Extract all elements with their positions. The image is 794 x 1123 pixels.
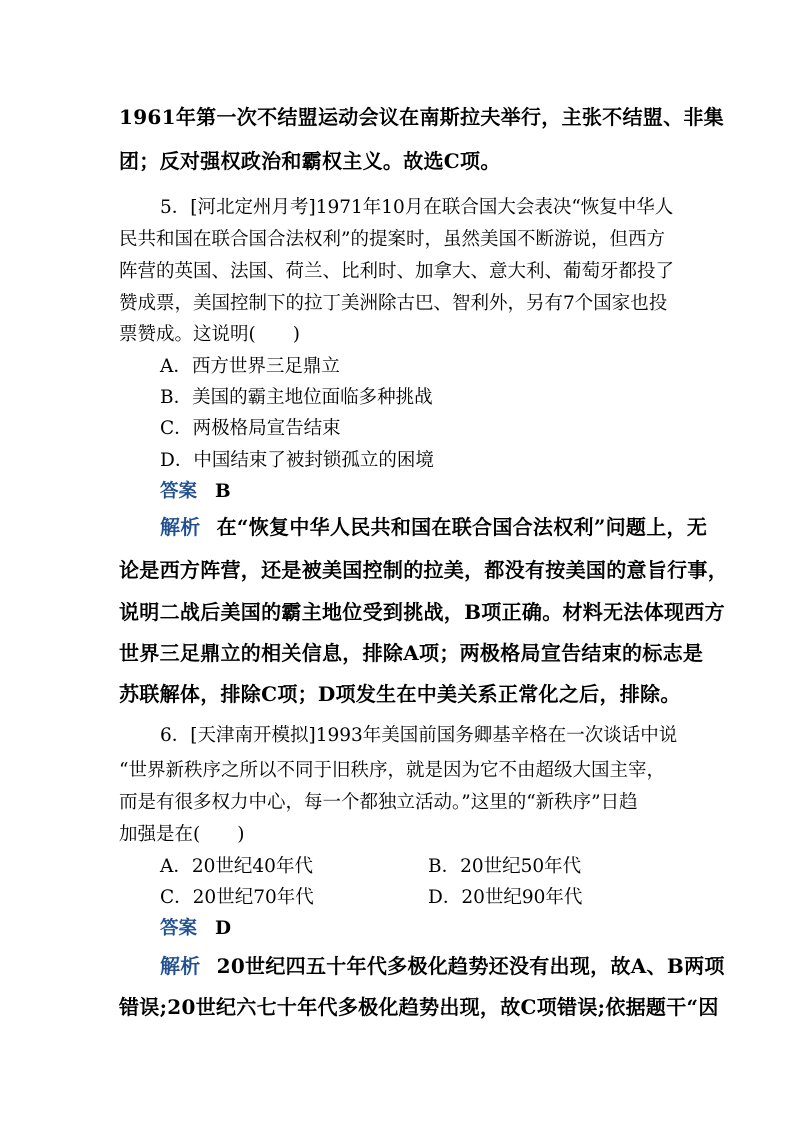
q6-explanation-text-1: 20世纪四五十年代多极化趋势还没有出现，故A、B两项 (216, 954, 725, 978)
q5-explanation-line-2: 论是西方阵营，还是被美国控制的拉美，都没有按美国的意旨行事， (119, 558, 728, 582)
q6-answer-row (160, 914, 231, 940)
q5-explanation-label: 解析 (160, 515, 201, 539)
q6-option-c: C．20世纪70年代 (160, 887, 314, 908)
q5-explanation-line-3: 说明二战后美国的霸主地位受到挑战，B项正确。材料无法体现西方 (119, 600, 725, 624)
q5-option-a: A．西方世界三足鼎立 (160, 356, 340, 377)
q6-explanation-line-2: 错误;20世纪六七十年代多极化趋势出现，故C项错误;依据题干“因 (119, 995, 719, 1019)
q5-explanation-line-1 (160, 511, 707, 540)
q5-explanation-line-5: 苏联解体，排除C项；D项发生在中美关系正常化之后，排除。 (119, 682, 681, 706)
q6-option-b: B．20世纪50年代 (428, 856, 582, 877)
q5-explanation-text-1: 在“恢复中华人民共和国在联合国合法权利”问题上，无 (216, 515, 708, 539)
q6-explanation-line-1 (160, 950, 725, 979)
q6-stem-line-3: 而是有很多权力中心，每一个都独立活动。”这里的“新秩序”日趋 (119, 792, 638, 813)
q6-answer-value: D (215, 918, 232, 939)
q5-answer-value: B (215, 481, 231, 502)
q5-option-d: D．中国结束了被封锁孤立的困境 (160, 450, 434, 471)
q6-option-d: D．20世纪90年代 (428, 887, 583, 908)
q5-stem-line-5: 票赞成。这说明( ) (119, 324, 300, 345)
q6-stem-line-4: 加强是在( ) (119, 824, 245, 845)
q6-answer-label: 答案 (160, 918, 198, 939)
q6-stem-line-2: “世界新秩序之所以不同于旧秩序，就是因为它不由超级大国主宰， (119, 760, 665, 781)
q6-option-a: A．20世纪40年代 (160, 856, 313, 877)
q6-stem-line-1: 6．[天津南开模拟]1993年美国前国务卿基辛格在一次谈话中说 (160, 725, 678, 746)
q5-stem-line-4: 赞成票，美国控制下的拉丁美洲除古巴、智利外，另有7个国家也投 (119, 293, 668, 314)
q5-stem-line-2: 民共和国在联合国合法权利”的提案时，虽然美国不断游说，但西方 (119, 229, 665, 250)
q5-stem-line-3: 阵营的英国、法国、荷兰、比利时、加拿大、意大利、葡萄牙都投了 (119, 261, 675, 282)
q5-explanation-line-4: 世界三足鼎立的相关信息，排除A项；两极格局宣告结束的标志是 (119, 641, 704, 665)
q5-option-b: B．美国的霸主地位面临多种挑战 (160, 387, 433, 408)
q5-answer-label: 答案 (160, 481, 198, 502)
prev-explanation-line-2: 团；反对强权政治和霸权主义。故选C项。 (119, 149, 501, 173)
q5-option-c: C．两极格局宣告结束 (160, 418, 341, 439)
prev-explanation-line-1: 1961年第一次不结盟运动会议在南斯拉夫举行，主张不结盟、非集 (119, 105, 724, 129)
q5-stem-line-1: 5．[河北定州月考]1971年10月在联合国大会表决“恢复中华人 (160, 197, 674, 218)
q5-answer-row (160, 477, 231, 503)
q6-explanation-label: 解析 (160, 954, 201, 978)
